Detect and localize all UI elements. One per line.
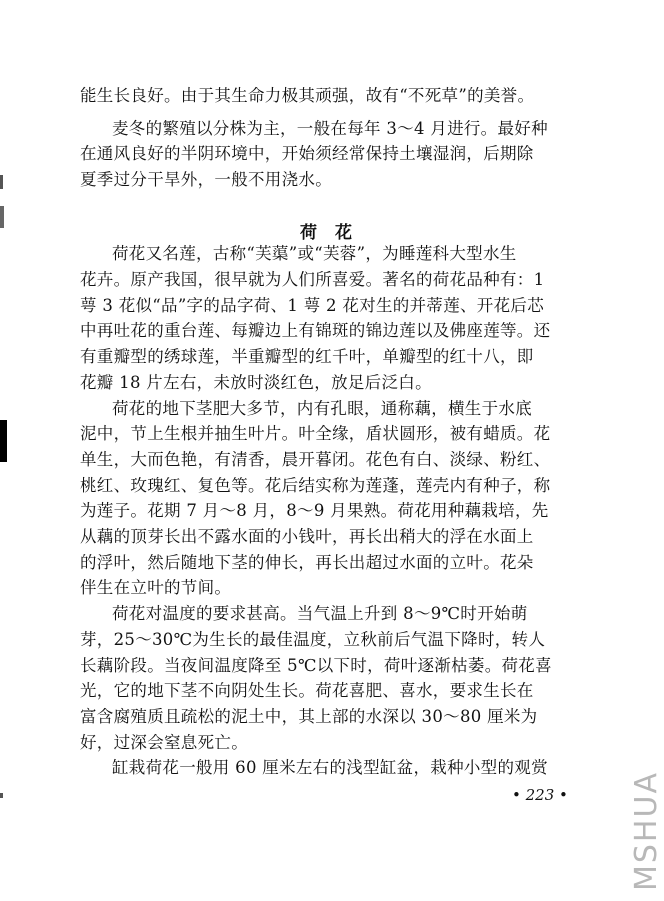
text-line: 富含腐殖质且疏松的泥土中，其上部的水深以 30～80 厘米为 xyxy=(80,707,538,726)
scan-edge-bar xyxy=(0,420,7,462)
section-heading: 荷花 xyxy=(300,223,370,243)
text-line: 伴生在立叶的节间。 xyxy=(80,578,232,597)
text-line: 长藕阶段。当夜间温度降至 5℃以下时，荷叶逐渐枯萎。荷花喜 xyxy=(80,656,552,675)
text-line: 桃红、玫瑰红、复色等。花后结实称为莲蓬，莲壳内有种子，称 xyxy=(80,476,551,495)
scan-edge-mark xyxy=(0,175,3,189)
text-line: 荷花对温度的要求甚高。当气温上升到 8～9℃时开始萌 xyxy=(112,604,528,623)
text-line: 在通风良好的半阴环境中，开始须经常保持土壤湿润，后期除 xyxy=(80,144,534,163)
text-line: 泥中，节上生根并抽生叶片。叶全缘，盾状圆形，被有蜡质。花 xyxy=(80,424,551,443)
text-line: 荷花又名莲，古称“芙蕖”或“芙蓉”，为睡莲科大型水生 xyxy=(112,244,517,263)
watermark xyxy=(597,771,664,891)
text-line: 好，过深会窒息死亡。 xyxy=(80,733,248,752)
scan-edge-mark xyxy=(0,793,3,798)
text-line: 能生长良好。由于其生命力极其顽强，故有“不死草”的美誉。 xyxy=(80,86,535,105)
text-line: 花瓣 18 片左右，未放时淡红色，放足后泛白。 xyxy=(80,373,432,392)
text-line: 单生，大而色艳，有清香，晨开暮闭。花色有白、淡绿、粉红、 xyxy=(80,450,551,469)
text-line: 花卉。原产我国，很早就为人们所喜爱。著名的荷花品种有：1 xyxy=(80,270,545,289)
text-line: 缸栽荷花一般用 60 厘米左右的浅型缸盆，栽种小型的观赏 xyxy=(112,758,548,777)
page-number: • 223 • xyxy=(512,786,568,804)
text-line: 夏季过分干旱外，一般不用浇水。 xyxy=(80,170,332,189)
text-line: 荷花的地下茎肥大多节，内有孔眼，通称藕，横生于水底 xyxy=(112,399,532,418)
text-line: 中再吐花的重台莲、每瓣边上有锦斑的锦边莲以及佛座莲等。还 xyxy=(80,321,551,340)
text-line: 麦冬的繁殖以分株为主，一般在每年 3～4 月进行。最好种 xyxy=(112,119,548,138)
watermark-text: MSHUA xyxy=(629,771,664,891)
text-line: 从藕的顶芽长出不露水面的小钱叶，再长出稍大的浮在水面上 xyxy=(80,527,534,546)
text-line: 为莲子。花期 7 月～8 月，8～9 月果熟。荷花用种藕栽培，先 xyxy=(80,501,549,520)
scan-edge-mark xyxy=(0,206,4,228)
text-line: 芽，25～30℃为生长的最佳温度，立秋前后气温下降时，转人 xyxy=(80,630,546,649)
text-line: 有重瓣型的绣球莲，半重瓣型的红千叶，单瓣型的红十八，即 xyxy=(80,347,534,366)
text-line: 萼 3 花似“品”字的品字荷、1 萼 2 花对生的并蒂莲、开花后芯 xyxy=(80,296,544,315)
text-line: 光，它的地下茎不向阴处生长。荷花喜肥、喜水，要求生长在 xyxy=(80,681,534,700)
text-line: 的浮叶，然后随地下茎的伸长，再长出超过水面的立叶。花朵 xyxy=(80,553,534,572)
